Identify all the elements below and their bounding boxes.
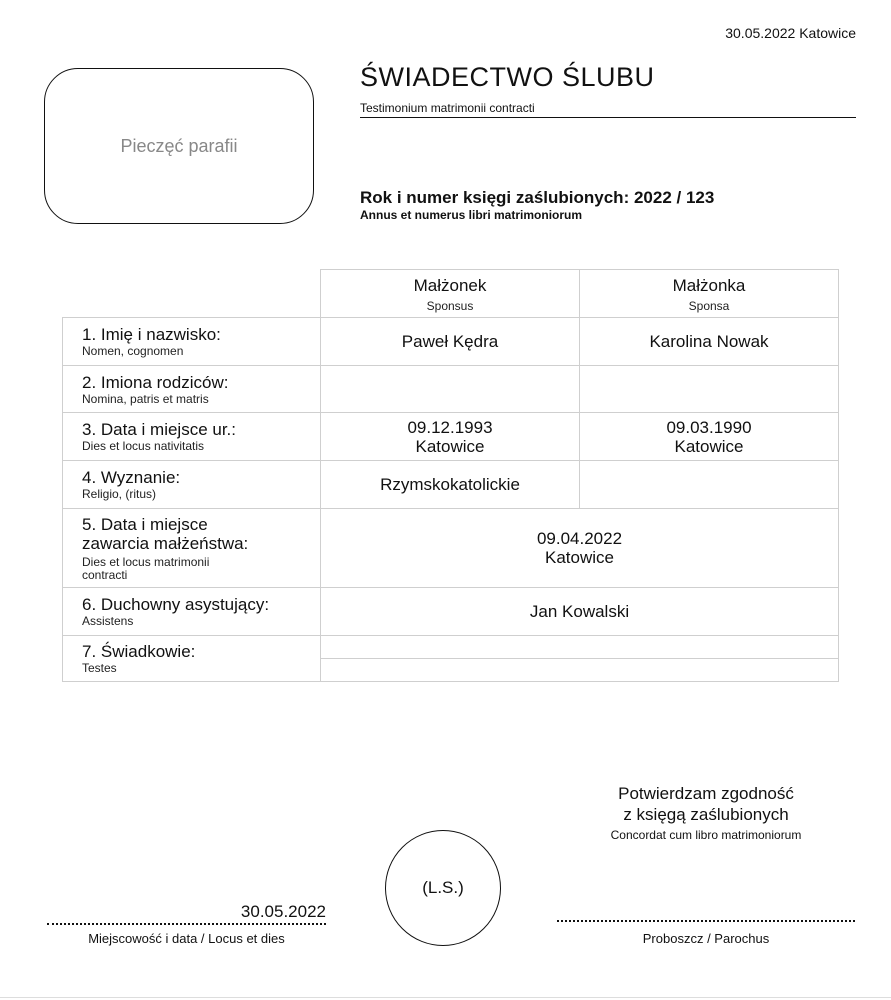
parish-stamp-label: Pieczęć parafii bbox=[120, 135, 238, 156]
groom-header-label: Małżonek bbox=[413, 276, 487, 295]
marriage-place: Katowice bbox=[545, 548, 614, 567]
witness-1-value bbox=[321, 636, 839, 659]
row-birth-label-latin: Dies et locus nativitatis bbox=[82, 439, 205, 453]
book-number-label-latin: Annus et numerus libri matrimoniorum bbox=[360, 208, 583, 222]
marriage-date: 09.04.2022 bbox=[536, 529, 623, 548]
row-parents-label-cell bbox=[63, 366, 321, 413]
groom-parents-value bbox=[321, 366, 580, 413]
groom-religion-value: Rzymskokatolickie bbox=[321, 461, 580, 509]
priest-signature-label: Proboszcz / Parochus bbox=[642, 931, 770, 946]
groom-birth-date: 09.12.1993 bbox=[407, 417, 493, 437]
row-marriage-label-cell bbox=[63, 509, 321, 588]
row-marriage bbox=[63, 509, 839, 588]
row-religion-label-latin: Religio, (ritus) bbox=[82, 487, 157, 501]
bride-header-latin: Sponsa bbox=[688, 299, 730, 313]
row-birth-label: 3. Data i miejsce ur.: bbox=[82, 420, 237, 439]
row-witnesses-label: 7. Świadkowie: bbox=[82, 642, 196, 661]
seal-circle bbox=[385, 830, 501, 946]
row-witnesses-label-cell bbox=[63, 636, 321, 682]
document-title: ŚWIADECTWO ŚLUBU bbox=[360, 62, 655, 92]
row-assistant-label-cell bbox=[63, 588, 321, 636]
row-religion-label: 4. Wyznanie: bbox=[82, 468, 181, 487]
marriage-value bbox=[321, 509, 839, 588]
confirmation-block bbox=[560, 783, 852, 842]
row-witnesses bbox=[63, 636, 839, 659]
row-witnesses-label-latin: Testes bbox=[82, 661, 117, 675]
row-marriage-label-latin-line1: Dies et locus matrimonii bbox=[82, 554, 210, 569]
confirmation-latin: Concordat cum libro matrimoniorum bbox=[610, 828, 802, 842]
confirmation-line2: z księgą zaślubionych bbox=[623, 805, 789, 824]
row-name-label-latin: Nomen, cognomen bbox=[82, 344, 184, 358]
bride-birth-place: Katowice bbox=[674, 436, 744, 456]
title-underline bbox=[360, 117, 856, 118]
row-assistant-label: 6. Duchowny asystujący: bbox=[82, 595, 270, 614]
seal-label: (L.S.) bbox=[422, 878, 464, 897]
assistant-value: Jan Kowalski bbox=[321, 588, 839, 636]
witness-2-value bbox=[321, 659, 839, 682]
place-date-label: Miejscowość i data / Locus et dies bbox=[88, 931, 285, 946]
row-marriage-label-line1: 5. Data i miejsce bbox=[82, 514, 208, 534]
bride-birth-date: 09.03.1990 bbox=[666, 417, 752, 437]
signature-date: 30.05.2022 bbox=[240, 902, 326, 921]
row-name-label: 1. Imię i nazwisko: bbox=[82, 325, 221, 344]
groom-name-value: Paweł Kędra bbox=[321, 318, 580, 366]
row-birth bbox=[63, 413, 839, 461]
groom-birth-place: Katowice bbox=[415, 436, 485, 456]
confirmation-line1: Potwierdzam zgodność bbox=[618, 784, 794, 803]
row-religion bbox=[63, 461, 839, 509]
parish-stamp-box bbox=[44, 68, 314, 224]
row-parents bbox=[63, 366, 839, 413]
row-name bbox=[63, 318, 839, 366]
bride-name-value: Karolina Nowak bbox=[580, 318, 839, 366]
row-name-label-cell bbox=[63, 318, 321, 366]
document-date-place: 30.05.2022 Katowice bbox=[725, 25, 856, 41]
certificate-table bbox=[62, 317, 839, 682]
groom-column-header bbox=[321, 270, 580, 318]
bride-birth-value bbox=[580, 413, 839, 461]
row-parents-label: 2. Imiona rodziców: bbox=[82, 372, 229, 392]
page-bottom-edge bbox=[0, 997, 891, 998]
row-religion-label-cell bbox=[63, 461, 321, 509]
book-number-label: Rok i numer księgi zaślubionych: 2022 / 123 bbox=[360, 188, 715, 207]
row-marriage-label-line2: zawarcia małżeństwa: bbox=[82, 533, 249, 553]
bride-religion-value bbox=[580, 461, 839, 509]
column-header-table bbox=[320, 269, 839, 318]
groom-header-latin: Sponsus bbox=[426, 299, 474, 313]
row-assistant-label-latin: Assistens bbox=[82, 614, 134, 628]
bride-header-label: Małżonka bbox=[672, 276, 746, 295]
groom-birth-value bbox=[321, 413, 580, 461]
row-parents-label-latin: Nomina, patris et matris bbox=[82, 391, 209, 406]
place-date-dotted-line bbox=[47, 923, 326, 925]
priest-signature-dotted-line bbox=[557, 920, 855, 922]
bride-column-header bbox=[580, 270, 839, 318]
document-subtitle: Testimonium matrimonii contracti bbox=[360, 101, 535, 115]
row-birth-label-cell bbox=[63, 413, 321, 461]
bride-parents-value bbox=[580, 366, 839, 413]
row-assistant bbox=[63, 588, 839, 636]
row-marriage-label-latin-line2: contracti bbox=[82, 567, 128, 582]
